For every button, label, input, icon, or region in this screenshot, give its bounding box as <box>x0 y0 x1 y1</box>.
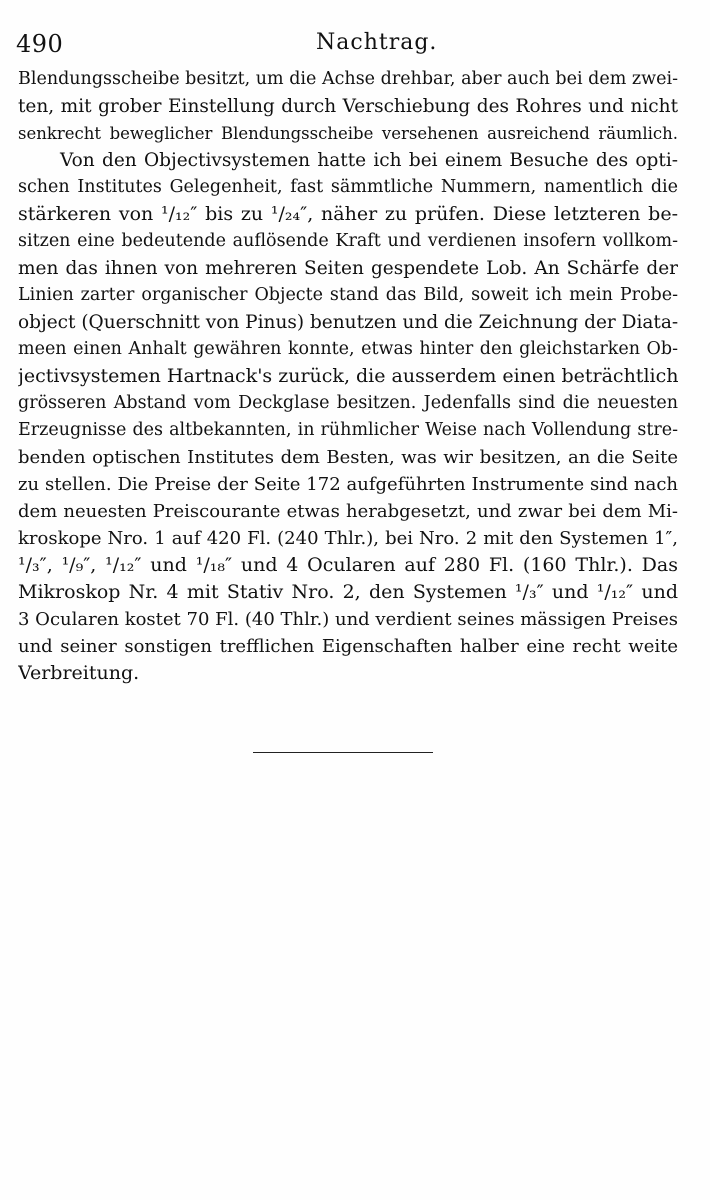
text-line: Verbreitung. <box>18 662 140 684</box>
page-number: 490 <box>16 30 64 58</box>
text-line: senkrecht beweglicher Blendungsscheibe versehenen ausreichend räumlich. <box>18 124 678 143</box>
text-line: Von den Objectivsystemen hatte ich bei einem Besuche des opti- <box>60 150 678 171</box>
running-head: Nachtrag. <box>316 30 438 55</box>
text-line: Mikroskop Nr. 4 mit Stativ Nro. 2, den Systemen ¹/₃″ und ¹/₁₂″ und <box>18 581 678 603</box>
text-line: ten, mit grober Einstellung durch Verschiebung des Rohres und nicht <box>18 96 678 117</box>
text-line: jectivsystemen Hartnack's zurück, die ausserdem einen beträchtlich <box>18 365 678 387</box>
text-line: Erzeugnisse des altbekannten, in rühmlicher Weise nach Vollendung stre- <box>18 420 678 440</box>
text-line: zu stellen. Die Preise der Seite 172 aufgeführten Instrumente sind nach <box>18 474 678 495</box>
text-line: Blendungsscheibe besitzt, um die Achse drehbar, aber auch bei dem zwei- <box>18 69 678 89</box>
text-line: men das ihnen von mehreren Seiten gespendete Lob. An Schärfe der <box>18 258 678 279</box>
text-line: und seiner sonstigen trefflichen Eigenschaften halber eine recht weite <box>18 636 678 657</box>
body-text <box>18 66 678 687</box>
text-line: ¹/₃″, ¹/₉″, ¹/₁₂″ und ¹/₁₈″ und 4 Ocularen auf 280 Fl. (160 Thlr.). Das <box>18 554 678 576</box>
text-line: grösseren Abstand vom Deckglase besitzen. Jedenfalls sind die neuesten <box>18 393 678 413</box>
text-line: object (Querschnitt von Pinus) benutzen und die Zeichnung der Diata- <box>18 312 678 333</box>
text-line: meen einen Anhalt gewähren konnte, etwas hinter den gleichstarken Ob- <box>18 339 678 359</box>
text-line: stärkeren von ¹/₁₂″ bis zu ¹/₂₄″, näher zu prüfen. Diese letzteren be- <box>18 203 678 225</box>
section-end-rule <box>253 752 433 753</box>
text-line: schen Institutes Gelegenheit, fast sämmtliche Nummern, namentlich die <box>18 177 678 197</box>
text-line: sitzen eine bedeutende auflösende Kraft und verdienen insofern vollkom- <box>18 231 678 251</box>
text-line: dem neuesten Preiscourante etwas herabgesetzt, und zwar bei dem Mi- <box>18 501 678 522</box>
page-header <box>16 30 678 62</box>
text-line: Linien zarter organischer Objecte stand das Bild, soweit ich mein Probe- <box>18 285 678 305</box>
text-line: benden optischen Institutes dem Besten, was wir besitzen, an die Seite <box>18 447 678 468</box>
text-line: kroskope Nro. 1 auf 420 Fl. (240 Thlr.), bei Nro. 2 mit den Systemen 1″, <box>18 528 678 549</box>
text-line: 3 Ocularen kostet 70 Fl. (40 Thlr.) und verdient seines mässigen Preises <box>18 609 678 630</box>
